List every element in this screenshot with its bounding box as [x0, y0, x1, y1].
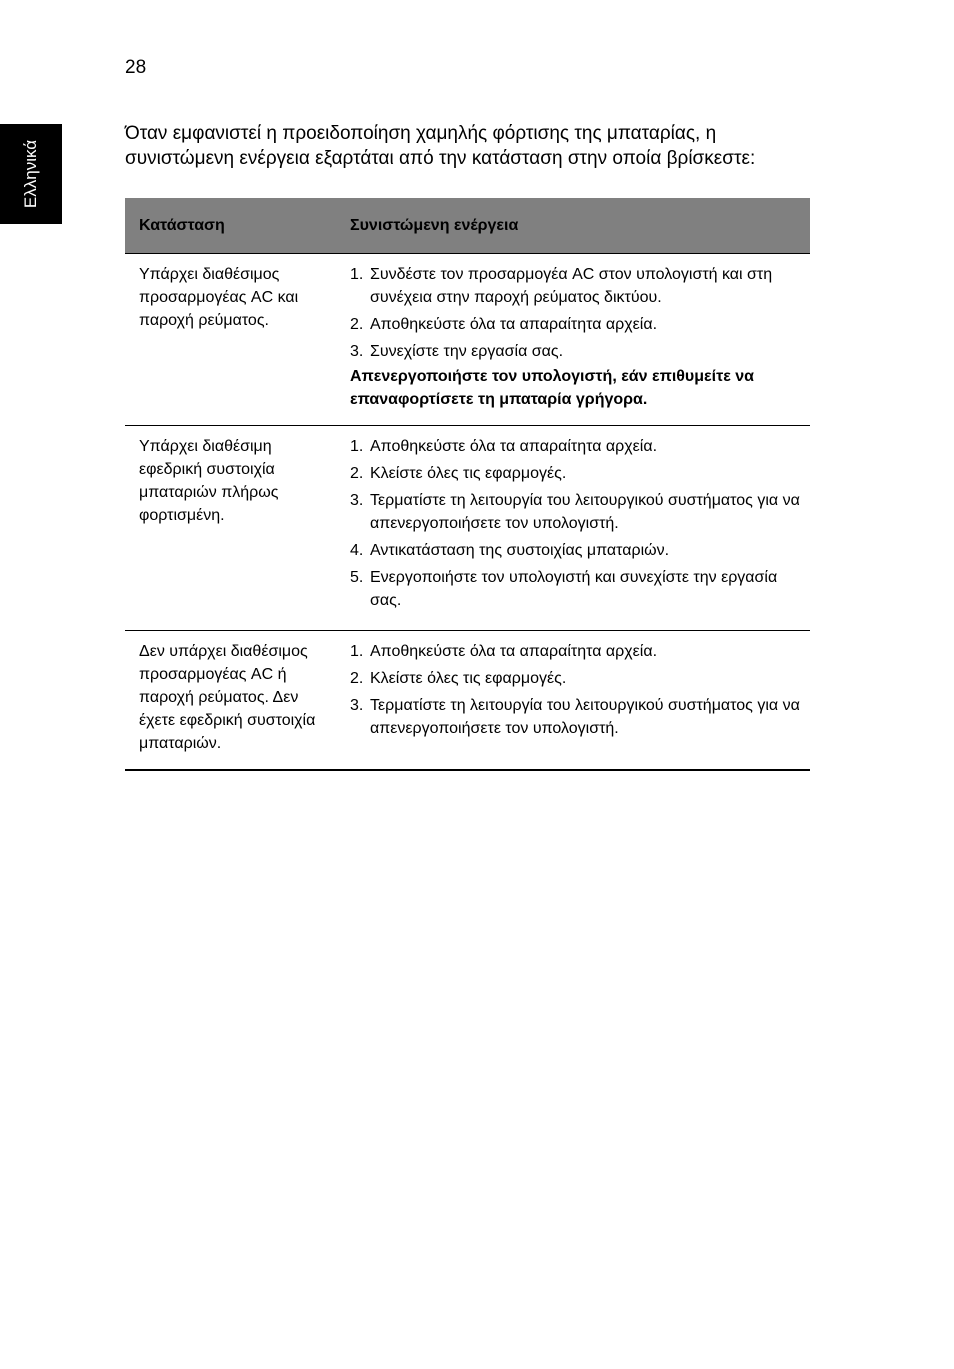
action-step — [350, 340, 800, 363]
step-number: 1. — [350, 438, 364, 455]
step-number: 2. — [350, 316, 364, 333]
action-cell — [336, 254, 810, 426]
table-row — [125, 631, 810, 771]
action-step — [350, 694, 800, 740]
step-number: 3. — [350, 492, 364, 509]
condition-cell: Δεν υπάρχει διαθέσιμος προσαρμογέας AC ή παροχή ρεύματος. Δεν έχετε εφεδρική συστοιχία μπαταριών. — [125, 631, 336, 771]
action-step — [350, 313, 800, 336]
action-step — [350, 263, 800, 309]
action-step — [350, 435, 800, 458]
step-text: Συνδέστε τον προσαρμογέα AC στον υπολογιστή και στη συνέχεια στην παροχή ρεύματος δικτύου. — [370, 266, 773, 306]
battery-action-table-wrap — [125, 198, 810, 771]
intro-paragraph — [125, 121, 825, 171]
step-number: 2. — [350, 670, 364, 687]
action-step — [350, 640, 800, 663]
battery-action-table — [125, 198, 810, 771]
step-text: Κλείστε όλες τις εφαρμογές. — [370, 465, 567, 482]
action-cell — [336, 426, 810, 631]
step-number: 1. — [350, 266, 364, 283]
page-number: 28 — [125, 57, 147, 78]
action-step — [350, 566, 800, 612]
action-step — [350, 539, 800, 562]
action-steps — [350, 435, 800, 612]
action-cell — [336, 631, 810, 771]
intro-line-2: συνιστώμενη ενέργεια εξαρτάται από την κατάσταση στην οποία βρίσκεστε: — [125, 148, 756, 169]
step-number: 3. — [350, 343, 364, 360]
step-number: 5. — [350, 569, 364, 586]
table-row — [125, 254, 810, 426]
header-condition: Κατάσταση — [125, 198, 336, 254]
header-recommended-action: Συνιστώμενη ενέργεια — [336, 198, 810, 254]
step-text: Αντικατάσταση της συστοιχίας μπαταριών. — [370, 542, 670, 559]
step-text: Αποθηκεύστε όλα τα απαραίτητα αρχεία. — [370, 438, 658, 455]
step-text: Τερματίστε τη λειτουργία του λειτουργικού συστήματος για να απενεργοποιήσετε τον υπολογιστή. — [370, 697, 800, 737]
table-header-row — [125, 198, 810, 254]
step-text: Αποθηκεύστε όλα τα απαραίτητα αρχεία. — [370, 316, 658, 333]
action-step — [350, 462, 800, 485]
step-number: 4. — [350, 542, 364, 559]
step-text: Ενεργοποιήστε τον υπολογιστή και συνεχίστε την εργασία σας. — [370, 569, 778, 609]
action-step — [350, 667, 800, 690]
step-number: 2. — [350, 465, 364, 482]
condition-cell: Υπάρχει διαθέσιμη εφεδρική συστοιχία μπαταριών πλήρως φορτισμένη. — [125, 426, 336, 631]
table-row — [125, 426, 810, 631]
step-number: 1. — [350, 643, 364, 660]
action-steps — [350, 640, 800, 740]
step-text: Συνεχίστε την εργασία σας. — [370, 343, 564, 360]
intro-line-1: Όταν εμφανιστεί η προειδοποίηση χαμηλής φόρτισης της μπαταρίας, η — [125, 123, 717, 144]
step-text: Κλείστε όλες τις εφαρμογές. — [370, 670, 567, 687]
action-step — [350, 489, 800, 535]
step-number: 3. — [350, 697, 364, 714]
language-side-tab — [0, 124, 62, 224]
step-text: Αποθηκεύστε όλα τα απαραίτητα αρχεία. — [370, 643, 658, 660]
step-text: Τερματίστε τη λειτουργία του λειτουργικού συστήματος για να απενεργοποιήσετε τον υπολογιστή. — [370, 492, 800, 532]
condition-cell: Υπάρχει διαθέσιμος προσαρμογέας AC και παροχή ρεύματος. — [125, 254, 336, 426]
action-steps — [350, 263, 800, 363]
action-note: Απενεργοποιήστε τον υπολογιστή, εάν επιθυμείτε να επαναφορτίσετε τη μπαταρία γρήγορα. — [350, 368, 754, 408]
language-side-tab-label: Ελληνικά — [21, 139, 40, 209]
